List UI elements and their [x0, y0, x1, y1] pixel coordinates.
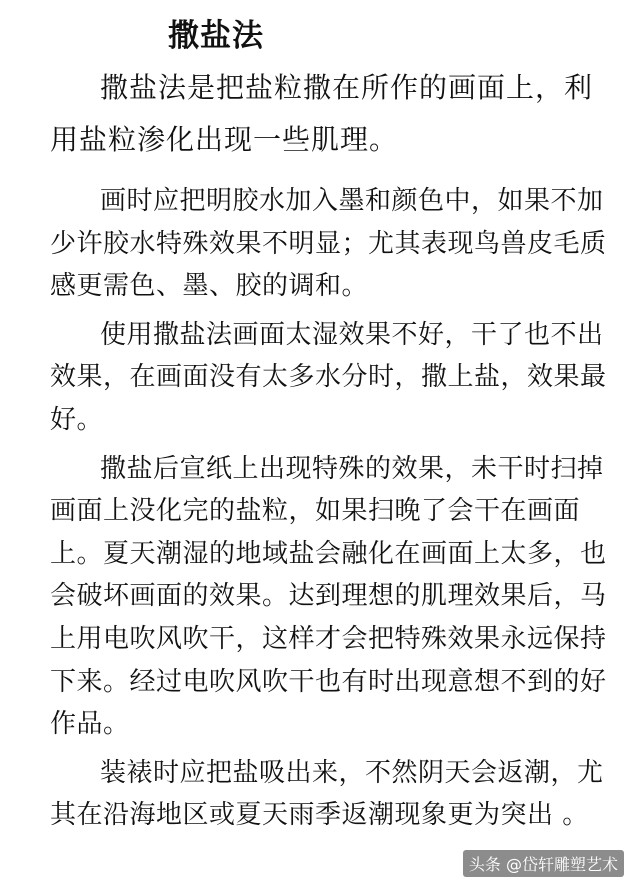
- paragraph-mounting: 装裱时应把盐吸出来，不然阴天会返潮，尤其在沿海地区或夏天雨季返潮现象更为突出 。: [50, 757, 604, 831]
- document-body: [50, 180, 610, 837]
- document-title: 撒盐法: [168, 18, 264, 54]
- paragraph-moisture: 使用撒盐法画面太湿效果不好，干了也不出效果，在画面没有太多水分时，撒上盐，效果最好。: [50, 319, 607, 435]
- paragraph-salt-removal: 撒盐后宣纸上出现特殊的效果，未干时扫掉画面上没化完的盐粒，如果扫晚了会干在画面上。夏天潮湿的地域盐会融化在画面上太多，也会破坏画面的效果。达到理想的肌理效果后，马上用电吹风吹干，这样才会把特殊效果永远保持下来。经过电吹风吹干也有时出现意想不到的好作品。: [50, 453, 607, 740]
- paragraph-glue: 画时应把明胶水加入墨和颜色中，如果不加少许胶水特殊效果不明显；尤其表现鸟兽皮毛质感更需色、墨、胶的调和。: [50, 186, 607, 302]
- watermark-label: 头条 @岱轩雕塑艺术: [463, 850, 624, 877]
- intro-paragraph: 撒盐法是把盐粒撒在所作的画面上，利用盐粒渗化出现一些肌理。: [50, 71, 594, 156]
